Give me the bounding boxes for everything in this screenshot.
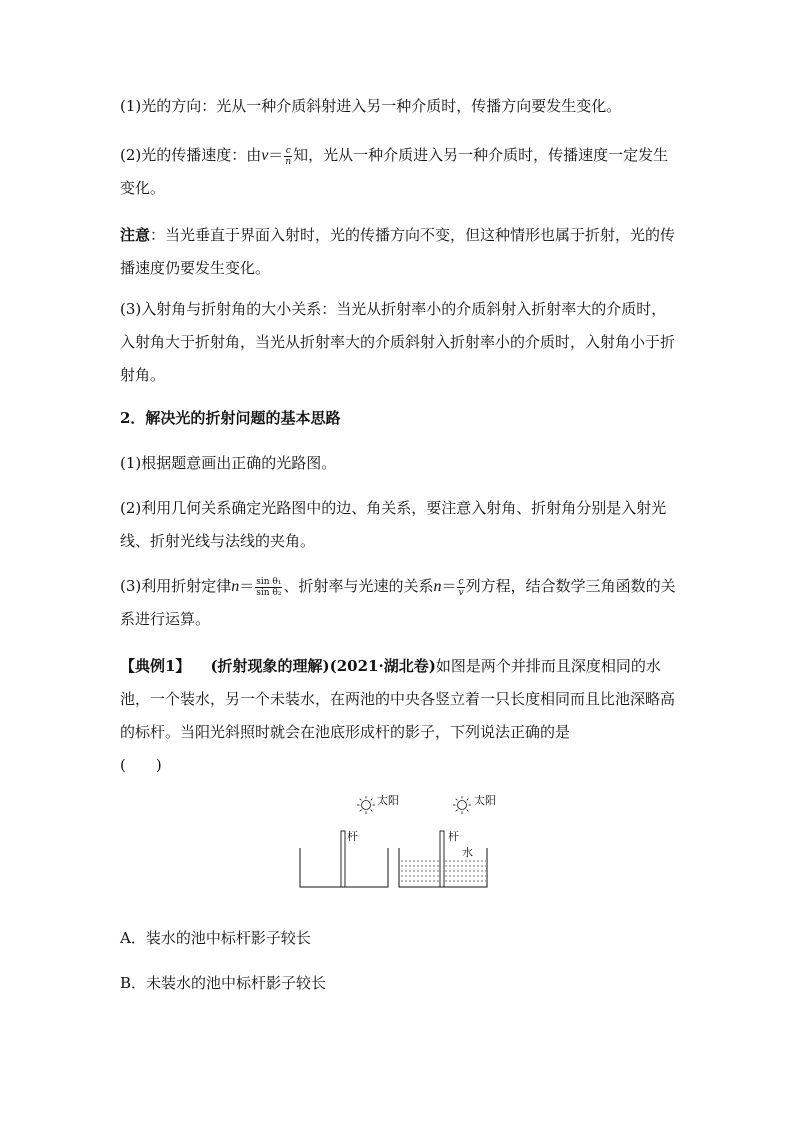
rod-label-left: 杆	[347, 830, 358, 843]
step-2: (2)利用几何关系确定光路图中的边、角关系，要注意入射角、折射角分别是入射光线、折射光线与法线的夹角。	[120, 499, 667, 550]
sun-icon-left	[357, 796, 375, 814]
example-text: 如图是两个并排而且深度相同的水池，一个装水，另一个未装水，在两池的中央各竖立着一只长度相同而且比池深略高的标杆。当阳光斜照时就会在池底形成杆的影子，下列说法正确的是	[120, 657, 676, 741]
option-b: B．未装水的池中标杆影子较长	[120, 974, 327, 992]
paragraph-note	[120, 219, 676, 285]
fraction-denominator: n	[285, 156, 292, 167]
paragraph-light-speed	[120, 139, 676, 205]
paragraph-angle-relation: (3)入射角与折射角的大小关系：当光从折射率小的介质斜射入折射率大的介质时，入射角大于折射角，当光从折射率大的介质斜射入折射率小的介质时，入射角小于折射角。	[120, 300, 676, 384]
paragraph-light-direction: (1)光的方向：光从一种介质斜射进入另一种介质时，传播方向要发生变化。	[120, 97, 622, 115]
example-1	[120, 650, 676, 782]
sun-label-right: 太阳	[474, 794, 496, 807]
fraction-numerator: c	[285, 145, 291, 156]
formula-equals-1: ＝	[239, 577, 255, 595]
fraction-sin-ratio	[255, 577, 282, 598]
fraction-denominator-sin: sin θ₂	[256, 587, 282, 598]
example-topic: (折射现象的理解)(2021·湖北卷)	[210, 657, 436, 675]
fraction-numerator-c: c	[458, 576, 464, 587]
step-1: (1)根据题意画出正确的光路图。	[120, 454, 337, 472]
formula-v: v	[261, 147, 269, 164]
fraction-c-over-v	[457, 577, 464, 598]
fraction-c-over-n	[284, 146, 292, 167]
example-answer-paren: ( )	[120, 756, 162, 774]
example-tag: 【典例1】	[120, 657, 191, 675]
option-a: A．装水的池中标杆影子较长	[120, 929, 311, 947]
speed-text-b: 知，光从一种介质进入另一种介质时，传播速度一定发生变化。	[120, 146, 669, 197]
step3-text-a: (3)利用折射定律	[120, 577, 232, 595]
sun-label-left: 太阳	[377, 794, 399, 807]
sun-icon-right	[453, 796, 471, 814]
note-colon: ：	[150, 226, 166, 244]
formula-n-2: n	[433, 578, 442, 595]
rod-label-right: 杆	[448, 830, 459, 843]
step-3	[120, 570, 676, 636]
fraction-numerator-sin: sin θ₁	[256, 576, 282, 587]
formula-equals: ＝	[268, 146, 284, 164]
speed-text-a: (2)光的传播速度：由	[120, 146, 262, 164]
step3-text-b: 、折射率与光速的关系	[283, 577, 434, 595]
rod-left	[341, 831, 345, 887]
section-heading: 2．解决光的折射问题的基本思路	[120, 409, 341, 427]
water-label: 水	[462, 846, 473, 859]
pool-figure	[296, 788, 496, 892]
fraction-denominator-v: v	[458, 587, 464, 598]
formula-equals-2: ＝	[441, 577, 457, 595]
formula-n-1: n	[231, 578, 240, 595]
rod-right	[440, 831, 444, 887]
note-text: 当光垂直于界面入射时，光的传播方向不变，但这种情形也属于折射，光的传播速度仍要发生变化。	[120, 226, 676, 277]
step3-text-c: 列方程，结合数学三角函数的关系进行运算。	[120, 577, 676, 628]
note-label: 注意	[120, 226, 151, 244]
